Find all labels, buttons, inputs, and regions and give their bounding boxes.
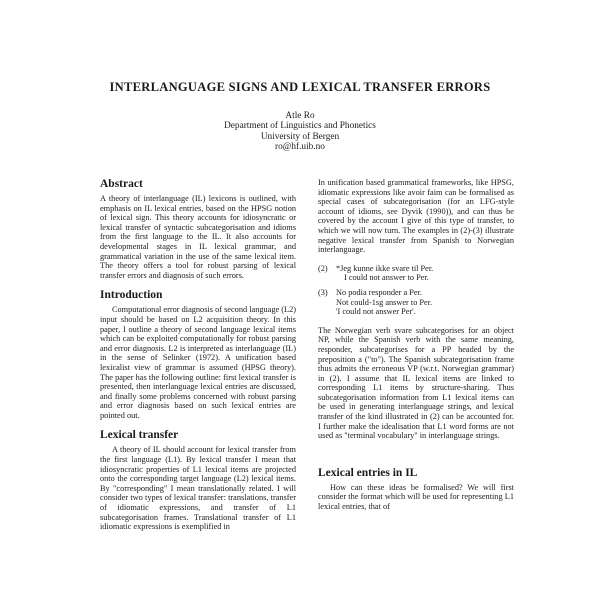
example-3 — [318, 288, 514, 317]
example-3-line: No podia responder a Per. — [336, 287, 422, 297]
author-email: ro@hf.uib.no — [275, 142, 325, 153]
example-3-gloss: Not could-1sg answer to Per. — [336, 297, 433, 307]
right-column — [318, 178, 514, 512]
lexical-transfer-section — [100, 429, 296, 531]
abstract-text: A theory of interlanguage (IL) lexicons is outlined, with emphasis on IL lexical entries, based on the HPSG notion of lexical sign. This theory accounts for idiosyncratic or lexical transfer of syntactic subcategorisation and idioms from the first language to the IL. It also accounts for developmental stages in IL lexical grammar, and grammatical variation in the use of the same lexical item. The theory offers a tool for robust parsing of lexical transfer errors and diagnosis of such errors. — [100, 194, 296, 280]
introduction-text: Computational error diagnosis of second language (L2) input should be based on L2 acquisition theory. In this paper, I outline a theory of second language lexical items which can be exploited computationally for robust parsing and error diagnosis. L2 is interpreted as interlanguage (IL) in the sense of Selinker (1972). A unification based lexicalist view of grammar is assumed (HPSG theory). The paper has the following outline: first lexical transfer is presented, then interlanguage lexical entries are discussed, and finally some problems concerned with robust parsing and error diagnosis based on such lexical entries are pointed out. — [100, 305, 296, 420]
example-2-gloss: I could not answer to Per. — [344, 273, 429, 283]
example-3-translation: 'I could not answer Per'. — [336, 307, 416, 317]
abstract-section — [100, 178, 296, 280]
example-3-number: (3) — [318, 287, 328, 297]
subcategorisation-paragraph: The Norwegian verb svare subcategorises for an object NP, while the Spanish verb with the same meaning, responder, subcategorises for a PP headed by the preposition a ("to"). The Spanish subcategorisation frame thus admits the erroneous VP (w.r.t. Norwegian grammar) in (2). I assume that IL lexical items are linked to corresponding L1 items by structure-sharing. Thus subcategorisation information from L1 lexical items can be used in generating interlanguage strings, and lexical transfer of the kind illustrated in (2) can be accounted for. I further make the idealisation that L1 word forms are not used as "terminal vocabulary" in interlanguage strings. — [318, 325, 514, 441]
example-2 — [318, 264, 514, 283]
lexical-entries-heading: Lexical entries in IL — [318, 466, 418, 479]
abstract-heading: Abstract — [100, 178, 143, 190]
left-column — [100, 178, 296, 532]
example-2-number: (2) — [318, 263, 328, 273]
introduction-heading: Introduction — [100, 289, 163, 302]
example-2-line: *Jeg kunne ikke svare til Per. — [336, 263, 434, 273]
affiliation-university: University of Bergen — [260, 131, 340, 142]
author-block — [0, 111, 600, 153]
lexical-transfer-text: A theory of IL should account for lexical transfer from the first language (L1). By lexical transfer I mean that idiosyncratic properties of L1 lexical items are projected onto the corresponding target language (L2) lexical items. By "corresponding" I mean translationally related. I will consider two types of lexical transfer: translations, transfer of idiomatic expressions, and transfer of L1 subcategorisation frames. Translational transfer of L1 idiomatic expressions is exemplified in — [100, 445, 296, 532]
lexical-entries-text: How can these ideas be formalised? We will first consider the format which will be used for representing L1 lexical entries, that of — [318, 482, 514, 512]
affiliation-department: Department of Linguistics and Phonetics — [224, 121, 376, 132]
author-name: Atle Ro — [285, 111, 315, 121]
introduction-section — [100, 289, 296, 420]
unification-paragraph: In unification based grammatical frameworks, like HPSG, idiomatic expressions like avoir faim can be formalised as special cases of subcategorisation (for an LFG-style account of idioms, see Dyvik (1990)), and can thus be covered by the account I give of this type of transfer, to which we will now turn. The examples in (2)-(3) illustrate negative lexical transfer from Spanish to Norwegian interlanguage. — [318, 178, 514, 255]
lexical-transfer-heading: Lexical transfer — [100, 429, 179, 442]
lexical-entries-section — [318, 467, 514, 512]
paper-title: INTERLANGUAGE SIGNS AND LEXICAL TRANSFER ERRORS — [109, 80, 491, 94]
